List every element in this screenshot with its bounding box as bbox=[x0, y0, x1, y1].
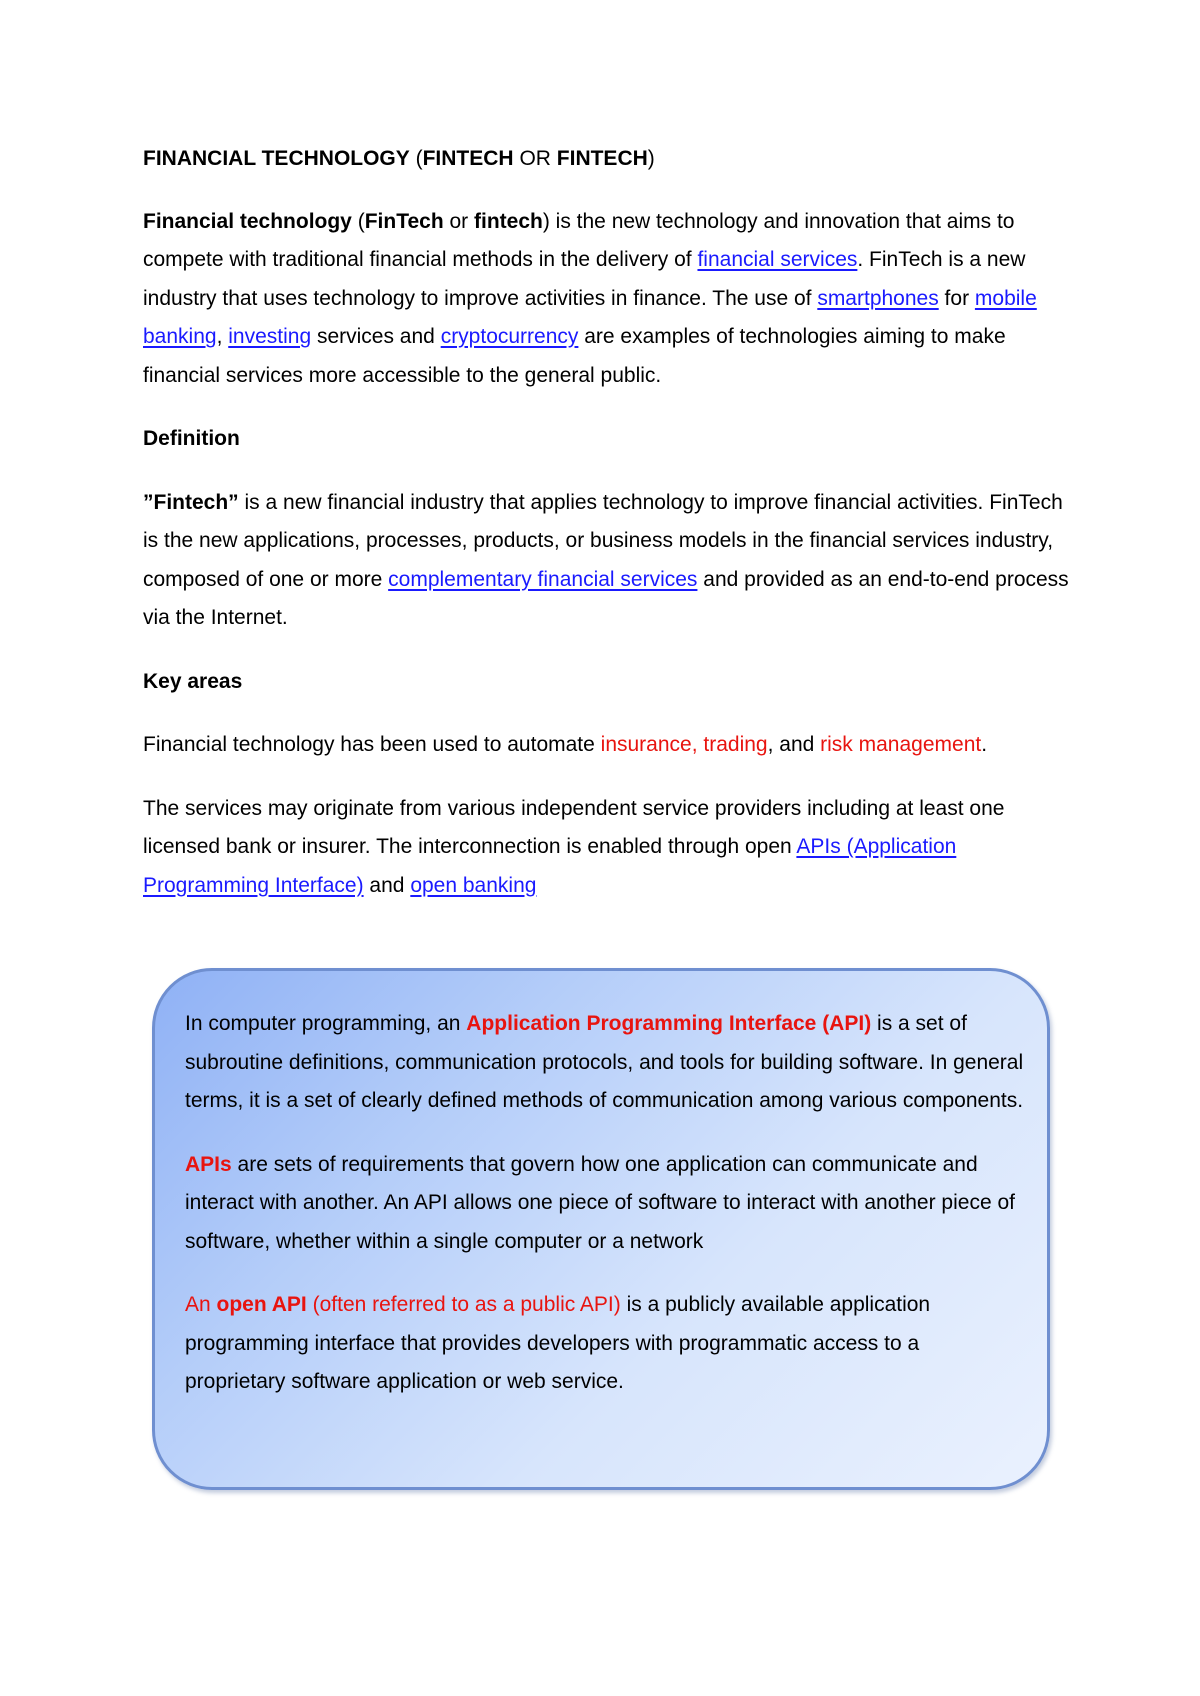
highlight-text: (often referred to as a public API) bbox=[306, 1293, 621, 1316]
key-areas-heading bbox=[143, 663, 1073, 702]
callout-text bbox=[185, 1005, 1025, 1402]
text-run: and bbox=[363, 873, 411, 897]
text-run: . bbox=[981, 733, 988, 756]
callout-paragraph-apis bbox=[185, 1146, 1025, 1262]
document-body bbox=[143, 140, 1073, 930]
link-cryptocurrency[interactable]: cryptocurrency bbox=[440, 325, 579, 348]
text-run: Financial technology has been used to automate bbox=[143, 733, 601, 756]
text-run: are sets of requirements that govern how one application can communicate and interact with another. An API allows one piece of software to interact with another piece of software, whether within a single computer or a network bbox=[185, 1152, 1015, 1253]
link-mobile-banking[interactable]: mobile banking bbox=[143, 286, 1037, 348]
text-run: services and bbox=[311, 325, 441, 348]
callout-paragraph-open-api bbox=[185, 1286, 1025, 1402]
key-areas-paragraph-1 bbox=[143, 726, 1073, 765]
text-run: or bbox=[443, 209, 474, 233]
highlight-api-term: Application Programming Interface (API) bbox=[466, 1012, 872, 1035]
text-run: and provided as an end-to-end process via the Internet. bbox=[143, 567, 1069, 629]
text-run: is a publicly available application programming interface that provides developers with programmatic access to a proprietary software application or web service. bbox=[185, 1293, 931, 1393]
callout-paragraph-api bbox=[185, 1005, 1025, 1121]
term-fintech: FinTech bbox=[364, 209, 444, 233]
highlight-text: An bbox=[185, 1293, 217, 1316]
text-run: for bbox=[938, 286, 975, 310]
text-run: The services may originate from various independent service providers including at least one licensed bank or insurer. The interconnection is enabled through open bbox=[143, 796, 1005, 858]
link-investing[interactable]: investing bbox=[228, 325, 312, 348]
title-part: FINANCIAL TECHNOLOGY bbox=[143, 147, 410, 170]
title-part: ) bbox=[647, 147, 655, 170]
highlight-open-api-term: open API bbox=[216, 1293, 307, 1316]
text-run: In computer programming, an bbox=[185, 1012, 467, 1035]
document-title bbox=[143, 140, 1073, 179]
text-run: , and bbox=[767, 733, 821, 756]
term-financial-technology: Financial technology bbox=[143, 209, 352, 233]
intro-paragraph bbox=[143, 203, 1073, 396]
title-part: ( bbox=[409, 147, 423, 170]
key-areas-paragraph-2 bbox=[143, 790, 1073, 906]
text-run: ) is the new technology and innovation that aims to compete with traditional financial methods in the delivery of bbox=[143, 209, 1015, 271]
term-fintech-quoted: ”Fintech” bbox=[143, 490, 239, 514]
link-complementary-financial-services[interactable]: complementary financial services bbox=[388, 567, 698, 591]
link-financial-services[interactable]: financial services bbox=[697, 248, 858, 271]
text-run: is a set of subroutine definitions, communication protocols, and tools for building software. In general terms, it is a set of clearly defined methods of communication among various components. bbox=[185, 1012, 1024, 1112]
api-callout-box bbox=[152, 968, 1050, 1490]
heading-text: Key areas bbox=[143, 669, 243, 693]
title-part: FINTECH bbox=[422, 147, 514, 170]
definition-heading bbox=[143, 420, 1073, 459]
text-run: . FinTech is a new industry that uses technology to improve activities in finance. The use of bbox=[143, 248, 1026, 310]
text-run: are examples of technologies aiming to make financial services more accessible to the general public. bbox=[143, 325, 1006, 387]
text-run: ( bbox=[351, 209, 365, 233]
title-part: FINTECH bbox=[556, 147, 648, 170]
text-run: is a new financial industry that applies technology to improve financial activities. FinTech is the new applications, processes, products, or business models in the financial services industry, composed of one or more bbox=[143, 490, 1063, 591]
link-apis[interactable]: APIs (Application Programming Interface) bbox=[143, 835, 957, 897]
heading-text: Definition bbox=[143, 427, 240, 450]
highlight-insurance-trading: insurance, trading bbox=[600, 733, 768, 756]
definition-paragraph bbox=[143, 484, 1073, 638]
link-open-banking[interactable]: open banking bbox=[410, 873, 537, 897]
link-smartphones[interactable]: smartphones bbox=[817, 286, 939, 310]
highlight-apis-term: APIs bbox=[185, 1152, 232, 1176]
highlight-risk-management: risk management bbox=[820, 733, 982, 756]
term-fintech-lower: fintech bbox=[474, 209, 543, 233]
text-run: , bbox=[216, 325, 229, 348]
title-part: OR bbox=[513, 147, 557, 170]
